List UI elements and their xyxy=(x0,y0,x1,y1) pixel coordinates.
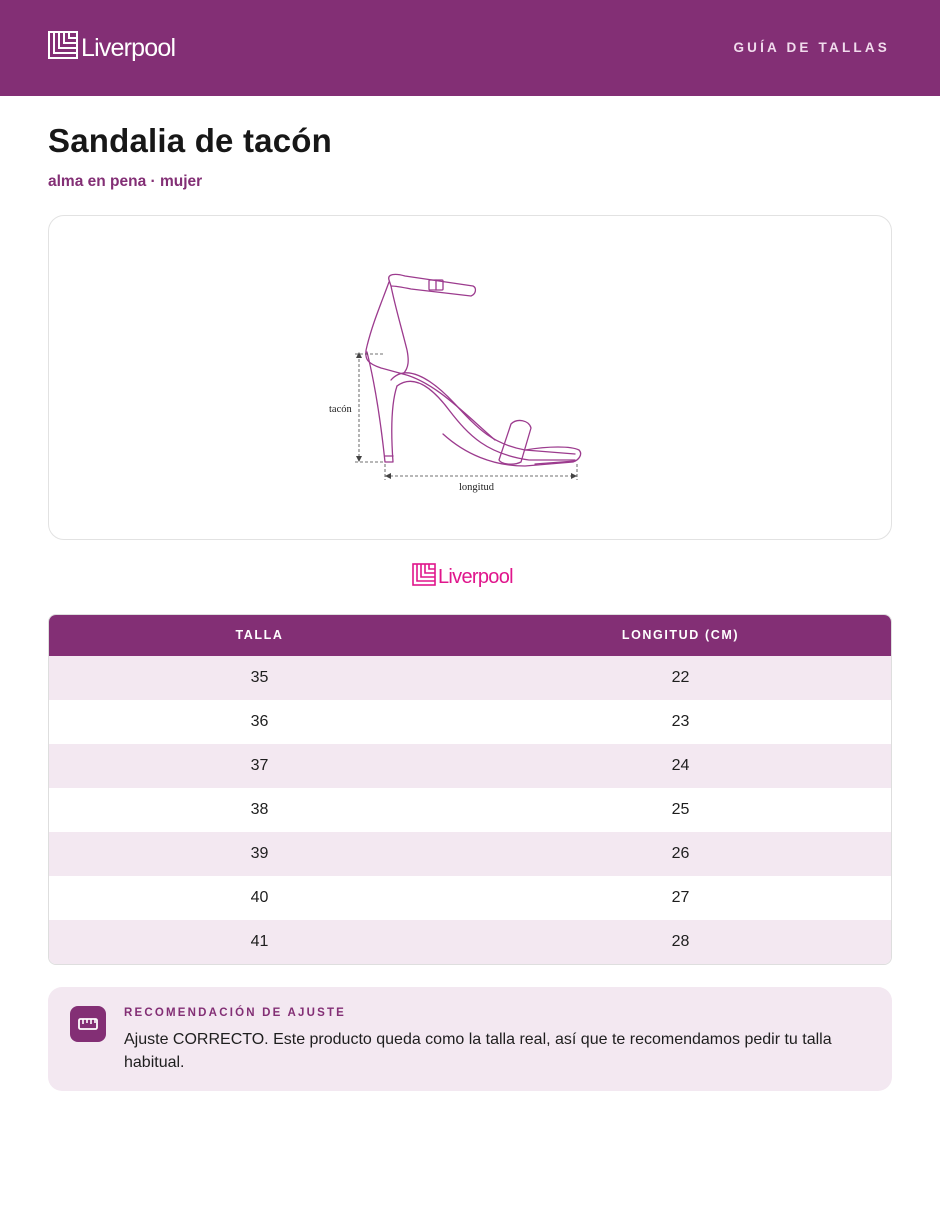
cell-size: 38 xyxy=(250,801,269,818)
liverpool-logo-mark xyxy=(413,564,435,585)
size-table xyxy=(48,614,892,965)
top-bar xyxy=(0,0,940,96)
length-label: longitud xyxy=(459,482,495,493)
liverpool-logo[interactable] xyxy=(48,31,198,65)
table-row xyxy=(49,832,891,876)
column-header-length: LONGITUD (CM) xyxy=(621,628,740,642)
heel-label: tacón xyxy=(329,404,352,415)
cell-size: 37 xyxy=(250,757,269,774)
table-row xyxy=(49,876,891,920)
product-subtitle: alma en pena · mujer xyxy=(48,173,203,190)
cell-size: 40 xyxy=(250,889,269,906)
cell-length: 25 xyxy=(671,801,690,818)
size-guide-link[interactable]: GUÍA DE TALLAS xyxy=(733,40,890,55)
table-row xyxy=(49,788,891,832)
liverpool-brand-logo-text: Liverpool xyxy=(438,566,513,588)
measurement-diagram-card xyxy=(48,215,892,540)
cell-size: 35 xyxy=(250,669,269,686)
cell-size: 39 xyxy=(250,845,269,862)
cell-size: 36 xyxy=(250,713,269,730)
dimension-lines xyxy=(355,354,577,480)
liverpool-logo-mark xyxy=(49,32,77,58)
fit-recommendation-card xyxy=(48,987,892,1091)
page-title: Sandalia de tacón xyxy=(48,122,332,159)
cell-length: 22 xyxy=(671,669,690,686)
cell-length: 27 xyxy=(671,889,690,906)
liverpool-brand-logo xyxy=(412,563,530,591)
sandal-measurement-diagram xyxy=(325,264,615,496)
cell-length: 28 xyxy=(671,933,690,950)
table-row xyxy=(49,920,891,964)
fit-heading: RECOMENDACIÓN DE AJUSTE xyxy=(124,1007,347,1019)
table-body xyxy=(49,656,891,964)
column-header-size: TALLA xyxy=(235,628,284,642)
fit-description: Ajuste CORRECTO. Este producto queda como la talla real, así que te recomendamos pedir tu talla habitual. xyxy=(124,1031,832,1071)
cell-length: 23 xyxy=(671,713,690,730)
sandal-outline-icon xyxy=(366,274,581,466)
table-row xyxy=(49,700,891,744)
cell-size: 41 xyxy=(250,933,269,950)
table-header xyxy=(49,615,891,656)
table-row xyxy=(49,656,891,700)
liverpool-logo-text: Liverpool xyxy=(81,34,176,62)
table-row xyxy=(49,744,891,788)
cell-length: 24 xyxy=(671,757,690,774)
cell-length: 26 xyxy=(671,845,690,862)
ruler-icon xyxy=(70,1006,106,1042)
